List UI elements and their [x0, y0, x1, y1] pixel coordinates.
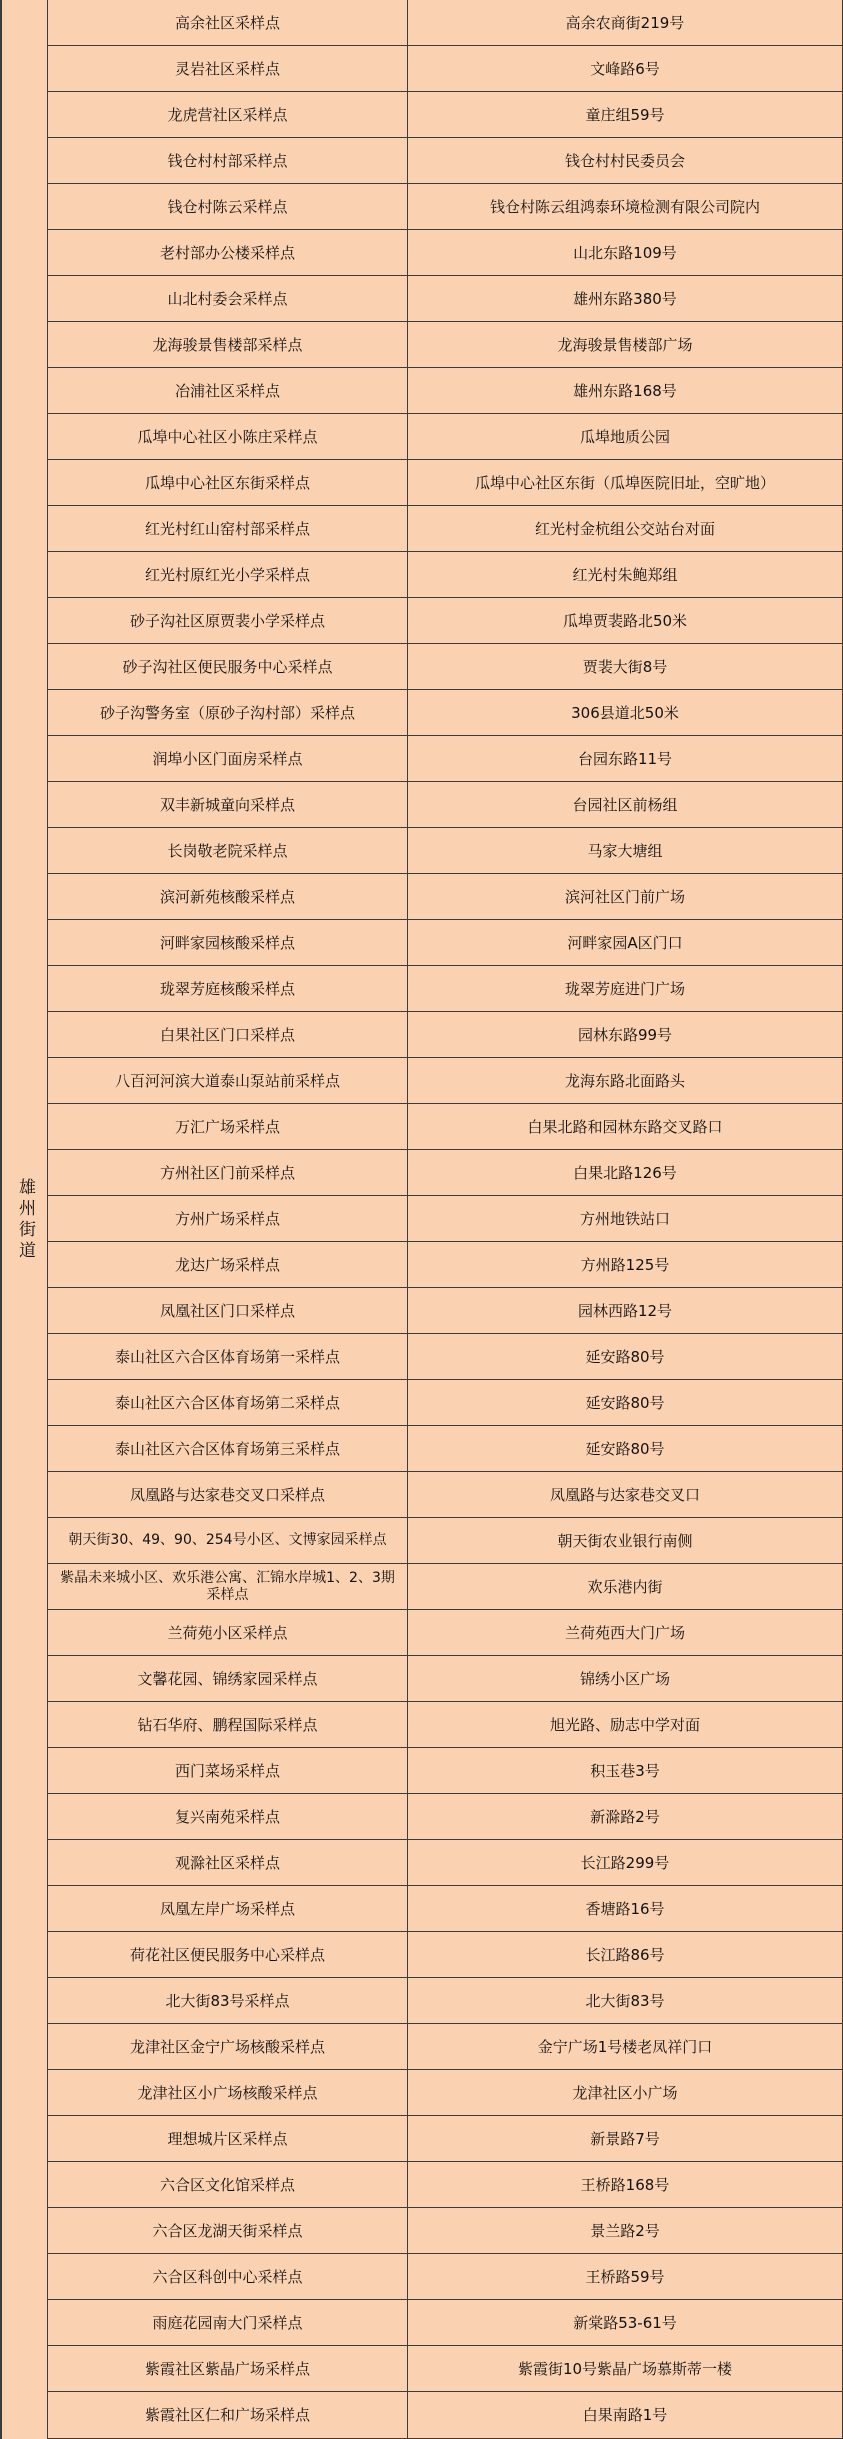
- sampling-point-address: 方州地铁站口: [408, 1196, 843, 1241]
- sampling-point-address: 延安路80号: [408, 1426, 843, 1471]
- sampling-point-address: 锦绣小区广场: [408, 1656, 843, 1701]
- sampling-point-name: 滨河新苑核酸采样点: [48, 874, 408, 919]
- sampling-point-address: 延安路80号: [408, 1380, 843, 1425]
- sampling-point-name: 雨庭花园南大门采样点: [48, 2300, 408, 2345]
- table-row: [48, 1426, 843, 1472]
- table-row: [48, 1518, 843, 1564]
- sampling-point-address: 红光村朱鲍郑组: [408, 552, 843, 597]
- table-row: [48, 920, 843, 966]
- sampling-point-name: 灵岩社区采样点: [48, 46, 408, 91]
- sampling-point-name: 凤凰路与达家巷交叉口采样点: [48, 1472, 408, 1517]
- table-row: [48, 1564, 843, 1610]
- sampling-point-name: 复兴南苑采样点: [48, 1794, 408, 1839]
- sampling-point-address: 雄州东路380号: [408, 276, 843, 321]
- table-row: [48, 1196, 843, 1242]
- sampling-point-name: 瓜埠中心社区东街采样点: [48, 460, 408, 505]
- sampling-point-address: 新棠路53-61号: [408, 2300, 843, 2345]
- sampling-point-name: 凤凰社区门口采样点: [48, 1288, 408, 1333]
- sampling-point-name: 凤凰左岸广场采样点: [48, 1886, 408, 1931]
- sampling-point-name: 六合区科创中心采样点: [48, 2254, 408, 2299]
- table-row: [48, 2208, 843, 2254]
- table-row: [48, 874, 843, 920]
- sampling-point-address: 白果北路和园林东路交叉路口: [408, 1104, 843, 1149]
- sampling-point-name: 钱仓村陈云采样点: [48, 184, 408, 229]
- sampling-point-name: 长岗敬老院采样点: [48, 828, 408, 873]
- table-row: [48, 46, 843, 92]
- sampling-point-name: 六合区龙湖天街采样点: [48, 2208, 408, 2253]
- sampling-point-name: 北大街83号采样点: [48, 1978, 408, 2023]
- table-row: [48, 1380, 843, 1426]
- table-row: [48, 966, 843, 1012]
- sampling-point-address: 北大街83号: [408, 1978, 843, 2023]
- table-row: [48, 368, 843, 414]
- table-row: [48, 1656, 843, 1702]
- sampling-point-address: 高余农商街219号: [408, 0, 843, 45]
- table-row: [48, 2346, 843, 2392]
- table-row: [48, 0, 843, 46]
- table-row: [48, 1978, 843, 2024]
- table-row: [48, 2162, 843, 2208]
- sampling-point-name: 冶浦社区采样点: [48, 368, 408, 413]
- sampling-point-address: 朝天街农业银行南侧: [408, 1518, 843, 1563]
- sampling-point-address: 童庄组59号: [408, 92, 843, 137]
- table-body: [48, 0, 843, 2439]
- sampling-point-address: 306县道北50米: [408, 690, 843, 735]
- sampling-point-name: 白果社区门口采样点: [48, 1012, 408, 1057]
- table-row: [48, 506, 843, 552]
- sampling-point-address: 景兰路2号: [408, 2208, 843, 2253]
- sampling-point-name: 老村部办公楼采样点: [48, 230, 408, 275]
- sampling-point-address: 龙津社区小广场: [408, 2070, 843, 2115]
- table-row: [48, 1702, 843, 1748]
- table-row: [48, 1150, 843, 1196]
- sampling-point-address: 延安路80号: [408, 1334, 843, 1379]
- sampling-point-address: 兰荷苑西大门广场: [408, 1610, 843, 1655]
- table-row: [48, 1104, 843, 1150]
- sampling-point-address: 园林东路99号: [408, 1012, 843, 1057]
- sampling-point-address: 山北东路109号: [408, 230, 843, 275]
- table-row: [48, 1472, 843, 1518]
- sampling-point-address: 积玉巷3号: [408, 1748, 843, 1793]
- sampling-point-name: 泰山社区六合区体育场第一采样点: [48, 1334, 408, 1379]
- table-row: [48, 598, 843, 644]
- sampling-point-name: 砂子沟社区原贾裴小学采样点: [48, 598, 408, 643]
- sampling-point-name: 龙海骏景售楼部采样点: [48, 322, 408, 367]
- sampling-point-address: 王桥路59号: [408, 2254, 843, 2299]
- sampling-point-address: 河畔家园A区门口: [408, 920, 843, 965]
- street-name: 雄州街道: [15, 1177, 35, 1262]
- sampling-point-address: 凤凰路与达家巷交叉口: [408, 1472, 843, 1517]
- sampling-point-address: 珑翠芳庭进门广场: [408, 966, 843, 1011]
- table-row: [48, 2070, 843, 2116]
- table-row: [48, 1058, 843, 1104]
- table-row: [48, 1242, 843, 1288]
- sampling-point-address: 台园东路11号: [408, 736, 843, 781]
- table-row: [48, 736, 843, 782]
- sampling-point-address: 新景路7号: [408, 2116, 843, 2161]
- table-row: [48, 1610, 843, 1656]
- table-row: [48, 1932, 843, 1978]
- sampling-point-name: 万汇广场采样点: [48, 1104, 408, 1149]
- table-row: [48, 782, 843, 828]
- sampling-point-name: 紫晶未来城小区、欢乐港公寓、汇锦水岸城1、2、3期采样点: [48, 1564, 408, 1609]
- table-row: [48, 2116, 843, 2162]
- table-row: [48, 1288, 843, 1334]
- street-cell: [0, 0, 48, 2439]
- sampling-point-address: 钱仓村陈云组鸿泰环境检测有限公司院内: [408, 184, 843, 229]
- table-row: [48, 1012, 843, 1058]
- sampling-point-name: 河畔家园核酸采样点: [48, 920, 408, 965]
- sampling-point-address: 瓜埠中心社区东街（瓜埠医院旧址，空旷地）: [408, 460, 843, 505]
- sampling-point-address: 贾裴大街8号: [408, 644, 843, 689]
- table-row: [48, 230, 843, 276]
- sampling-point-name: 荷花社区便民服务中心采样点: [48, 1932, 408, 1977]
- sampling-point-address: 钱仓村村民委员会: [408, 138, 843, 183]
- sampling-point-name: 观滁社区采样点: [48, 1840, 408, 1885]
- table-row: [48, 1886, 843, 1932]
- table-row: [48, 276, 843, 322]
- table-row: [48, 828, 843, 874]
- sampling-point-address: 旭光路、励志中学对面: [408, 1702, 843, 1747]
- sampling-point-address: 台园社区前杨组: [408, 782, 843, 827]
- table-row: [48, 414, 843, 460]
- table-row: [48, 460, 843, 506]
- table-row: [48, 184, 843, 230]
- sampling-point-name: 润埠小区门面房采样点: [48, 736, 408, 781]
- sampling-point-name: 文馨花园、锦绣家园采样点: [48, 1656, 408, 1701]
- sampling-point-name: 理想城片区采样点: [48, 2116, 408, 2161]
- table-row: [48, 2024, 843, 2070]
- table-row: [48, 644, 843, 690]
- sampling-point-address: 欢乐港内街: [408, 1564, 843, 1609]
- table-row: [48, 1334, 843, 1380]
- sampling-point-name: 双丰新城童向采样点: [48, 782, 408, 827]
- sampling-point-address: 紫霞街10号紫晶广场慕斯蒂一楼: [408, 2346, 843, 2391]
- sampling-point-address: 文峰路6号: [408, 46, 843, 91]
- sampling-point-name: 龙达广场采样点: [48, 1242, 408, 1287]
- sampling-point-address: 金宁广场1号楼老凤祥门口: [408, 2024, 843, 2069]
- sampling-point-address: 王桥路168号: [408, 2162, 843, 2207]
- sampling-point-address: 雄州东路168号: [408, 368, 843, 413]
- sampling-point-address: 龙海东路北面路头: [408, 1058, 843, 1103]
- sampling-point-name: 朝天街30、49、90、254号小区、文博家园采样点: [48, 1518, 408, 1563]
- sampling-point-address: 新滁路2号: [408, 1794, 843, 1839]
- sampling-point-address: 滨河社区门前广场: [408, 874, 843, 919]
- sampling-point-name: 西门菜场采样点: [48, 1748, 408, 1793]
- table-row: [48, 1794, 843, 1840]
- sampling-point-name: 珑翠芳庭核酸采样点: [48, 966, 408, 1011]
- sampling-point-name: 红光村原红光小学采样点: [48, 552, 408, 597]
- table-row: [48, 1840, 843, 1886]
- sampling-point-name: 紫霞社区紫晶广场采样点: [48, 2346, 408, 2391]
- sampling-point-name: 砂子沟警务室（原砂子沟村部）采样点: [48, 690, 408, 735]
- sampling-point-name: 方州广场采样点: [48, 1196, 408, 1241]
- sampling-point-name: 泰山社区六合区体育场第三采样点: [48, 1426, 408, 1471]
- table-row: [48, 1748, 843, 1794]
- sampling-point-name: 山北村委会采样点: [48, 276, 408, 321]
- table-row: [48, 92, 843, 138]
- table-row: [48, 2254, 843, 2300]
- sampling-point-address: 白果南路1号: [408, 2392, 843, 2438]
- sampling-point-name: 泰山社区六合区体育场第二采样点: [48, 1380, 408, 1425]
- table-row: [48, 2300, 843, 2346]
- sampling-point-name: 钻石华府、鹏程国际采样点: [48, 1702, 408, 1747]
- sampling-point-name: 高余社区采样点: [48, 0, 408, 45]
- sampling-point-address: 园林西路12号: [408, 1288, 843, 1333]
- sampling-point-name: 龙虎营社区采样点: [48, 92, 408, 137]
- table-row: [48, 138, 843, 184]
- sampling-point-address: 瓜埠地质公园: [408, 414, 843, 459]
- sampling-point-address: 瓜埠贾裴路北50米: [408, 598, 843, 643]
- sampling-point-name: 六合区文化馆采样点: [48, 2162, 408, 2207]
- sampling-point-name: 砂子沟社区便民服务中心采样点: [48, 644, 408, 689]
- sampling-point-address: 长江路86号: [408, 1932, 843, 1977]
- sampling-point-address: 龙海骏景售楼部广场: [408, 322, 843, 367]
- sampling-point-name: 方州社区门前采样点: [48, 1150, 408, 1195]
- sampling-point-name: 紫霞社区仁和广场采样点: [48, 2392, 408, 2438]
- sampling-point-name: 红光村红山窑村部采样点: [48, 506, 408, 551]
- sampling-point-address: 白果北路126号: [408, 1150, 843, 1195]
- table-row: [48, 2392, 843, 2438]
- table-row: [48, 552, 843, 598]
- sampling-point-name: 龙津社区小广场核酸采样点: [48, 2070, 408, 2115]
- sampling-point-address: 马家大塘组: [408, 828, 843, 873]
- sampling-point-name: 兰荷苑小区采样点: [48, 1610, 408, 1655]
- sampling-point-name: 龙津社区金宁广场核酸采样点: [48, 2024, 408, 2069]
- sampling-point-address: 长江路299号: [408, 1840, 843, 1885]
- sampling-point-name: 钱仓村村部采样点: [48, 138, 408, 183]
- sampling-point-address: 红光村金杭组公交站台对面: [408, 506, 843, 551]
- table-row: [48, 322, 843, 368]
- table-row: [48, 690, 843, 736]
- sampling-point-address: 方州路125号: [408, 1242, 843, 1287]
- sampling-point-name: 瓜埠中心社区小陈庄采样点: [48, 414, 408, 459]
- sampling-point-address: 香塘路16号: [408, 1886, 843, 1931]
- sampling-point-name: 八百河河滨大道泰山泵站前采样点: [48, 1058, 408, 1103]
